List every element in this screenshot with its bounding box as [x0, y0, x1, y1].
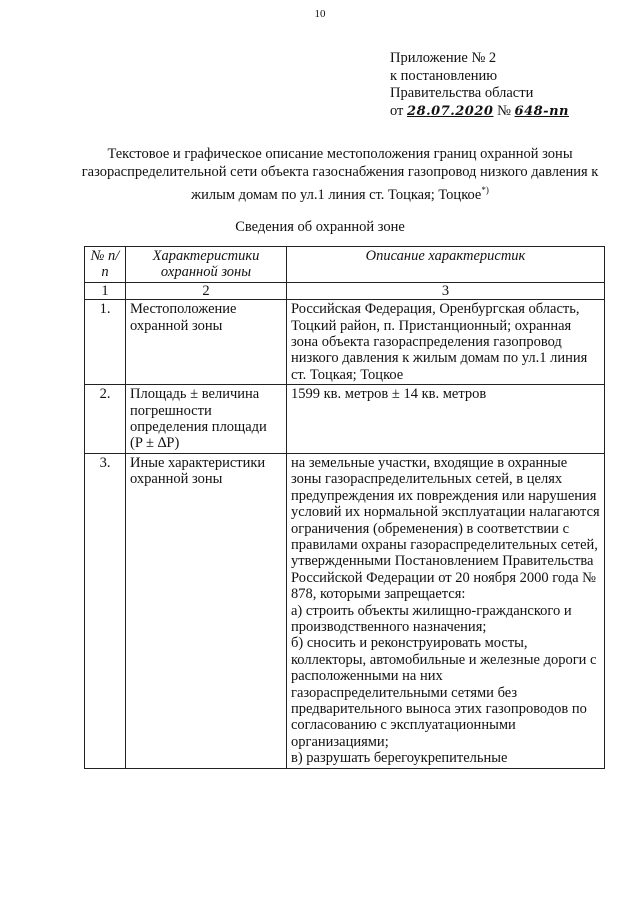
column-number-2: 2: [126, 282, 287, 299]
restriction-item-c: в) разрушать берегоукрепительные: [291, 750, 508, 767]
row-number: 1.: [85, 300, 126, 385]
title-footnote-mark: *): [481, 185, 489, 195]
appendix-line-1: Приложение № 2: [390, 50, 497, 66]
row-number: 3.: [85, 453, 126, 768]
title-text: Текстовое и графическое описание местоположения границ охранной зоны газораспределительной сети объекта газоснабжения газопровод низкого давления к жилым домам по ул.1 линия ст. Тоцкая; Тоцкое: [81, 146, 599, 203]
restriction-item-b: б) сносить и реконструировать мосты, коллекторы, автомобильные и железные дороги с расположенными на них газораспределительными сетями без предварительного выноса этих газопроводов по согласованию с эксплуатационными организациями;: [291, 635, 597, 750]
row-name: Площадь ± величина погрешности определения площади (P ± ∆P): [126, 385, 287, 454]
row-description-cell: [287, 453, 605, 768]
appendix-date-line: [390, 103, 569, 121]
handwritten-number: 648-пп: [514, 103, 569, 119]
table-row: [85, 385, 605, 454]
table-row: [85, 300, 605, 385]
date-prefix: от: [390, 102, 404, 119]
appendix-block: [390, 50, 569, 120]
header-description: Описание характеристик: [287, 247, 605, 283]
column-number-1: 1: [85, 282, 126, 299]
protection-zone-table: [84, 246, 605, 769]
header-characteristics: Характеристики охранной зоны: [126, 247, 287, 283]
row-number: 2.: [85, 385, 126, 454]
appendix-line-2: к постановлению: [390, 67, 498, 84]
page-number: 10: [314, 8, 326, 20]
handwritten-date: 28.07.2020: [407, 103, 494, 119]
column-number-row: [85, 282, 605, 299]
row-name: Иные характеристики охранной зоны: [126, 453, 287, 768]
row-description: 1599 кв. метров ± 14 кв. метров: [287, 385, 605, 454]
header-number: № п/п: [85, 247, 126, 283]
row-name: Местоположение охранной зоны: [126, 300, 287, 385]
number-prefix: №: [497, 102, 511, 119]
document-title: [60, 145, 620, 204]
appendix-line-3: Правительства области: [390, 85, 534, 101]
row-description: на земельные участки, входящие в охранные зоны газораспределительных сетей, в целях предупреждения их повреждения или нарушения условий их нормальной эксплуатации налагаются ограничения (обременения) в соответствии с правилами охраны газораспределительных сетей, утвержденными Постановлением Правительства Российской Федерации от 20 ноября 2000 года № 878, которыми запрещается:: [291, 454, 600, 603]
column-number-3: 3: [287, 282, 605, 299]
table-header-row: [85, 247, 605, 283]
table-row: [85, 453, 605, 768]
section-subtitle: Сведения об охранной зоне: [235, 219, 405, 235]
row-description: Российская Федерация, Оренбургская область, Тоцкий район, п. Пристанционный; охранная зона объекта газораспределения газопровод низкого давления к жилым домам по ул.1 линия ст. Тоцкая; Тоцкое: [287, 300, 605, 385]
restriction-item-a: а) строить объекты жилищно-гражданского и производственного назначения;: [291, 602, 572, 635]
